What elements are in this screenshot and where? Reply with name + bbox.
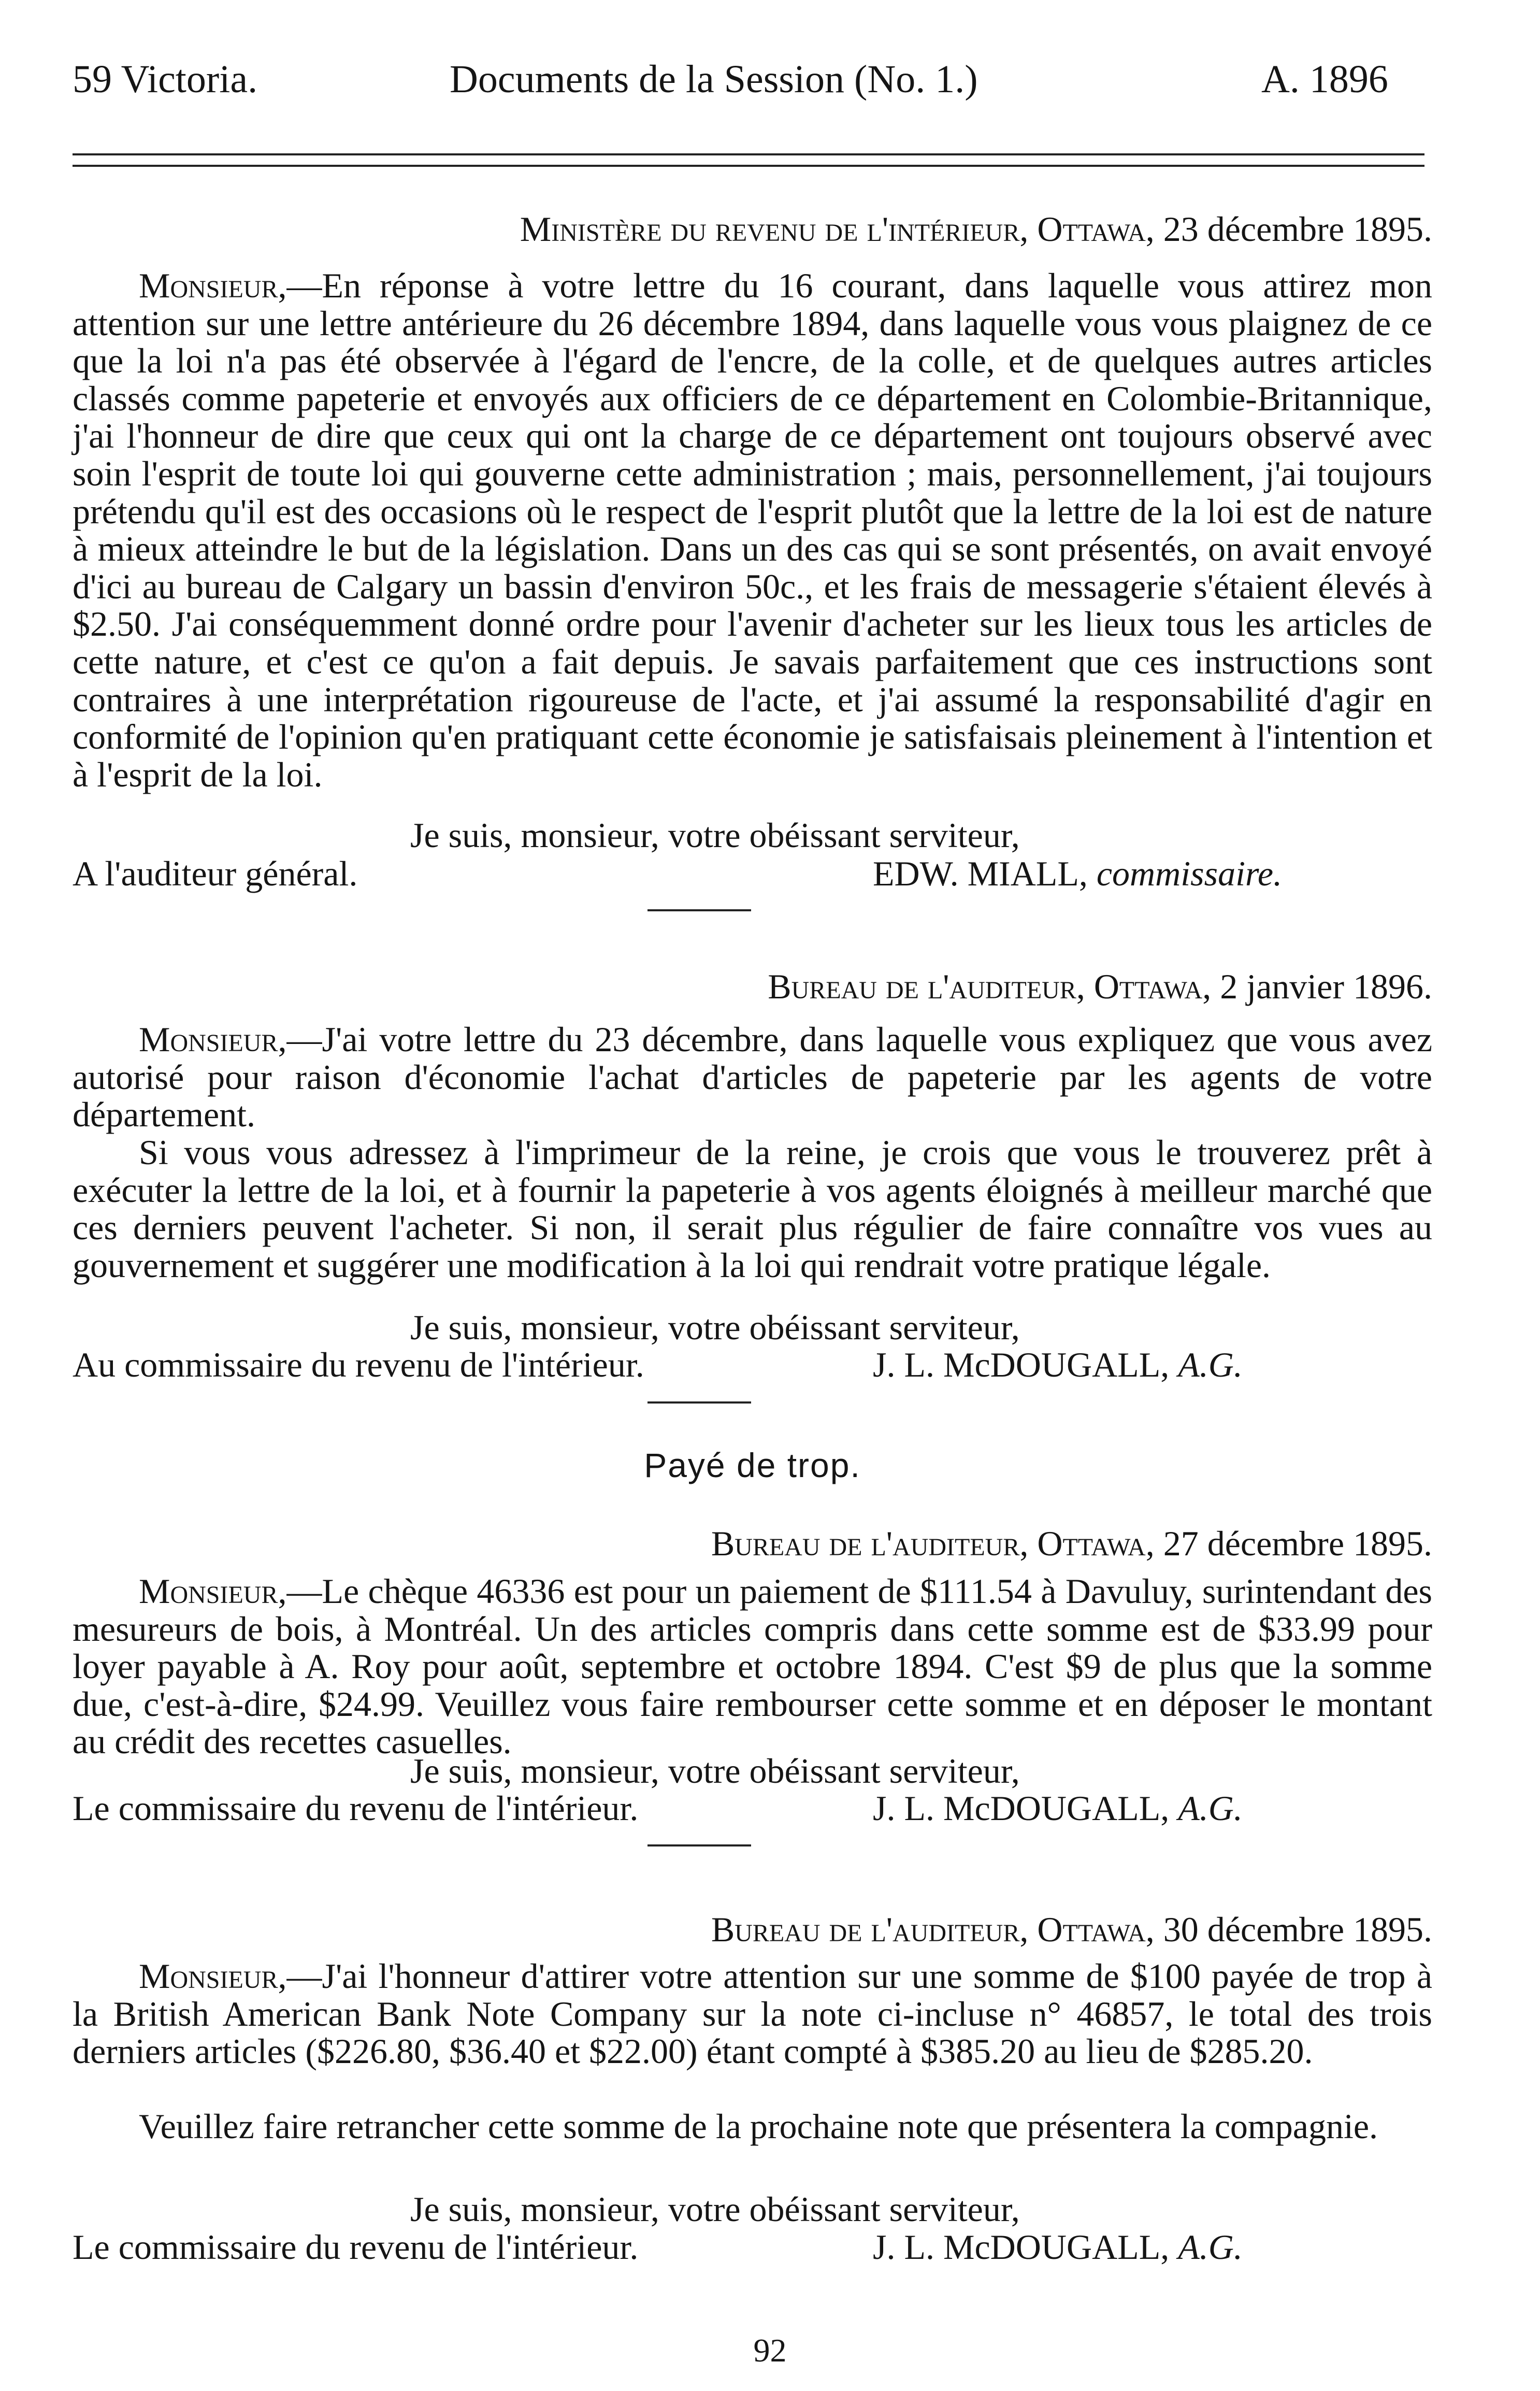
letter-2-body: Monsieur,—J'ai votre lettre du 23 décembre, dans laquelle vous expliquez que vous avez autorisé pour raison d'économie l'achat d'articles de papeterie par les agents de votre département. [73, 1020, 1432, 1135]
letter-2-dateline: Bureau de l'auditeur, Ottawa, 2 janvier 1896. [768, 967, 1432, 1006]
letter-4-salutation: Monsieur, [139, 1956, 287, 1996]
letter-1-signature: EDW. MIALL, commissaire. [873, 854, 1283, 893]
letter-2-closing: Je suis, monsieur, votre obéissant serviteur, [410, 1308, 1020, 1347]
section-title: Payé de trop. [644, 1446, 861, 1484]
letter-4-dateline: Bureau de l'auditeur, Ottawa, 30 décembre 1895. [711, 1910, 1432, 1949]
page-number: 92 [753, 2332, 787, 2369]
letter-2-signature: J. L. McDOUGALL, A.G. [873, 1345, 1243, 1384]
header-year: A. 1896 [1261, 58, 1388, 101]
header-document-title: Documents de la Session (No. 1.) [450, 58, 978, 101]
letter-4-closing: Je suis, monsieur, votre obéissant serviteur, [410, 2189, 1020, 2229]
letter-4-body: Monsieur,—J'ai l'honneur d'attirer votre attention sur une somme de $100 payée de trop à la British American Bank Note Company sur la note ci-incluse n° 46857, le total des trois derniers articles ($226.80, $36.40 et $22.00) étant compté à $385.20 au lieu de $285.20. [73, 1956, 1432, 2071]
letter-3-salutation: Monsieur, [139, 1571, 287, 1611]
header-session-year: 59 Victoria. [73, 58, 258, 101]
letter-2-addressee: Au commissaire du revenu de l'intérieur. [73, 1345, 644, 1384]
letter-3-body: Monsieur,—Le chèque 46336 est pour un paiement de $111.54 à Davuluy, surintendant des mesureurs de bois, à Montréal. Un des articles compris dans cette somme est de $33.99 pour loyer payable à A. Roy pour août, septembre et octobre 1894. C'est $9 de plus que la somme due, c'est-à-dire, $24.99. Veuillez vous faire rembourser cette somme et en déposer le montant au crédit des recettes casuelles. [73, 1571, 1432, 1762]
letter-3-addressee: Le commissaire du revenu de l'intérieur. [73, 1788, 639, 1828]
letter-4-body-paragraph-2: Veuillez faire retrancher cette somme de la prochaine note que présentera la compagnie. [139, 2107, 1378, 2146]
letter-1-addressee: A l'auditeur général. [73, 854, 358, 893]
letter-1-dateline: Ministère du revenu de l'intérieur, Ottawa, 23 décembre 1895. [520, 209, 1432, 249]
letter-2-body-paragraph-2: Si vous vous adressez à l'imprimeur de la reine, je crois que vous le trouverez prêt à exécuter la lettre de la loi, et à fournir la papeterie à vos agents éloignés à meilleur marché que ces derniers peuvent l'acheter. Si non, il serait plus régulier de faire connaître vos vues au gouvernement et suggérer une modification à la loi qui rendrait votre pratique légale. [73, 1133, 1432, 1285]
letter-3-signature: J. L. McDOUGALL, A.G. [873, 1788, 1243, 1828]
letter-3-dateline: Bureau de l'auditeur, Ottawa, 27 décembre 1895. [711, 1524, 1432, 1563]
letter-4-addressee: Le commissaire du revenu de l'intérieur. [73, 2227, 639, 2267]
letter-4 [73, 0, 1432, 2280]
letter-1-salutation: Monsieur, [139, 266, 287, 305]
letter-3-closing: Je suis, monsieur, votre obéissant serviteur, [410, 1751, 1020, 1791]
letter-2-salutation: Monsieur, [139, 1020, 287, 1059]
letter-1-closing: Je suis, monsieur, votre obéissant serviteur, [410, 815, 1020, 855]
letter-1-body: Monsieur,—En réponse à votre lettre du 16 courant, dans laquelle vous attirez mon attention sur une lettre antérieure du 26 décembre 1894, dans laquelle vous vous plaignez de ce que la loi n'a pas été observée à l'égard de l'encre, de la colle, et de quelques autres articles classés comme papeterie et envoyés aux officiers de ce département en Colombie-Britannique, j'ai l'honneur de dire que ceux qui ont la charge de ce département ont toujours observé avec soin l'esprit de toute loi qui gouverne cette administration ; mais, personnellement, j'ai toujours prétendu qu'il est des occasions où le respect de l'esprit plutôt que la lettre de la loi est de nature à mieux atteindre le but de la législation. Dans un des cas qui se sont présentés, on avait envoyé d'ici au bureau de Calgary un bassin d'environ 50c., et les frais de messagerie s'étaient élevés à $2.50. J'ai conséquemment donné ordre pour l'avenir d'acheter sur les lieux tous les articles de cette nature, et c'est ce qu'on a fait depuis. Je savais parfaitement que ces instructions sont contraires à une interprétation rigoureuse de l'acte, et j'ai assumé la responsabilité d'agir en conformité de l'opinion qu'en pratiquant cette économie je satisfaisais pleinement à l'intention et à l'esprit de la loi. [73, 266, 1432, 794]
letter-4-signature: J. L. McDOUGALL, A.G. [873, 2227, 1243, 2267]
